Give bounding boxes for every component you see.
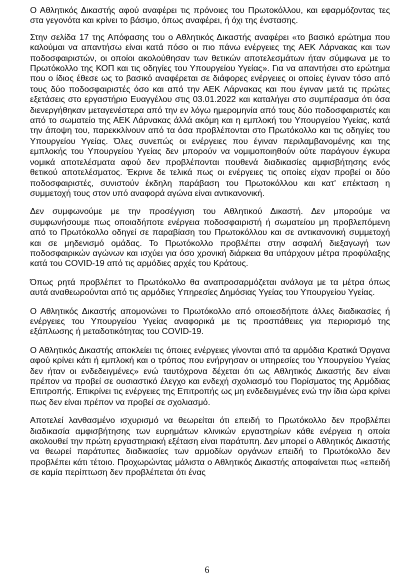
paragraph-7: Αποτελεί λανθασμένο ισχυρισμό να θεωρείται ότι επειδή το Πρωτόκολλο δεν προβλέπει διαδικασία αμφισβήτησης των ευρημάτων κλινικών εργαστηρίων κάθε ενέργεια η οποία ακολουθεί την πρώτη εργαστηριακή εξέταση είναι παράτυπη. Δεν μπορεί ο Αθλητικός Δικαστής να θεωρεί παράτυπες διαδικασίες των αρμοδίων οργάνων επειδή το Πρωτόκολλο δεν προβλέπει κάτι τέτοιο. Προχωρώντας μάλιστα ο Αθλητικός Δικαστής αποφαίνεται πως «επειδή σε καμία περίπτωση δεν προβλέπεται ότι ένας [30, 415, 390, 478]
paragraph-1: Ο Αθλητικός Δικαστής αφού αναφέρει τις πρόνοιες του Πρωτοκόλλου, και εφαρμόζοντας τες στα γεγονότα και κρίνει το βάσιμο, όπως αναφέρει, ή όχι της ένστασης. [30, 5, 390, 26]
paragraph-3: Δεν συμφωνούμε με την προσέγγιση του Αθλητικού Δικαστή. Δεν μπορούμε να συμφωνήσουμε πως οποιαδήποτε ενέργεια ποδοσφαιριστή ή σωματείου μη προβλεπόμενη από το Πρωτόκολλο οδηγεί σε παραβίαση του Πρωτοκόλλου και σε αντικανονική συμμετοχή και σε μηδενισμό ομάδας. Το Πρωτόκολλο προβλέπει στην ασφαλή διεξαγωγή των ποδοσφαιρικών αγώνων και ισχύει για όσο χρονική διάρκεια θα υπάρχουν μέτρα προφύλαξης κατά του COVID-19 από τις αρμόδιες αρχές του Κράτους. [30, 206, 390, 269]
paragraph-4: Όπως ρητά προβλέπετ το Πρωτόκολλο θα αναπροσαρμόζεται ανάλογα με τα μέτρα όπως αυτά αναθεωρούνται από τις αρμόδιες Υπηρεσίες Δημόσιας Υγείας του Υπουργείου Υγείας. [30, 276, 390, 298]
paragraph-5: Ο Αθλητικός Δικαστής απομονώνει το Πρωτόκολλο από οποιεσδήποτε άλλες διαδικασίες ή ενέργειες του Υπουργείου Υγείας αναφορικά με τις προσπάθειες για περιορισμό της εξάπλωσης ή μεταδοτικότητας του COVID-19. [30, 305, 390, 337]
page-number: 6 [204, 565, 210, 575]
paragraph-2: Στην σελίδα 17 της Απόφασης του ο Αθλητικός Δικαστής αναφέρει «το βασικό ερώτημα που καλούμαι να απαντήσω είναι κατά πόσο οι πιο πάνω ενέργειες της ΑΕΚ Λάρνακας και των ποδοσφαιριστών, οι οποίοι ακολούθησαν των θετικών αποτελεσμάτων ήταν σύμφωνα με το Πρωτόκολλο της ΚΟΠ και τις οδηγίες του Υπουργείου Υγείας». Για να απαντήσει στο ερώτημα που ο ίδιος έθεσε ως το βασικό αναφέρεται σε διάφορες ενέργειες οι οποίες έγιναν τόσο από τους δύο ποδοσφαιριστές όσο και από την ΑΕΚ Λάρνακας και που έγιναν μετά τις πρώτες εξετάσεις στο εργαστήριο Ευαγγέλου στις 03.01.2022 και καταλήγει στο συμπέρασμα ότι όσα διενεργήθηκαν μεταγενέστερα από την εν λόγω ημερομηνία από τους δύο ποδοσφαιριστές και από το σωματείο της ΑΕΚ Λάρνακας άλλά ακόμη και η εμπλοκή του Υπουργείου Υγείας, κατά την άποψη του, παρεκκλίνουν από τα όσα προβλέπονται στο Πρωτόκολλο και τις οδηγίες του Υπουργείου Υγείας. Όλες συνεπώς οι ενέργειες που έγιναν περιλαμβανομένης και της εμπλοκής του Υπουργείου Υγείας δεν μπορούν να νομιμοποιηθούν ούτε παράγουν έγκυρα νομικά αποτελέσματα αφού δεν προβλέπονται πουθενά διαδικασίες αμφισβήτησης ενός θετικού αποτελέσματος. Έκρινε δε τελικά πως οι ενέργειες τις οποίες είχαν προβεί οι δύο ποδοσφαιριστές, συνιστούν έκδηλη παράβαση του Πρωτοκόλλου και κατ' επέκταση η συμμετοχή τους στον υπό αναφορά αγώνα είναι αντικανονική. [30, 31, 390, 198]
paragraph-6: Ο Αθλητικός Δικαστής αποκλείει τις όποιες ενέργειες γίνονται από τα αρμόδια Κρατικά Όργανα αφού κρίνει κάτι ή εμπλοκή και ο τρόπος που ενήργησαν οι υπηρεσίες του Υπουργείου Υγείας δεν ήταν οι ενδεδειγμένες» ενώ ταυτόχρονα δέχεται ότι ως Αθλητικός Δικαστής δεν είναι πρέπον να προβεί σε ουσιαστικό έλεγχο και ενδεχή σχολιασμό του Πορίσματος της Αρμόδιας Επιτροπής. Επικρίνει τις ενέργειες της Επιτροπής ως μη ενδεδειγμένες ενώ την ίδια ώρα κρίνει πως δεν είναι πρέπον να προβεί σε σχολιασμό. [30, 344, 390, 407]
